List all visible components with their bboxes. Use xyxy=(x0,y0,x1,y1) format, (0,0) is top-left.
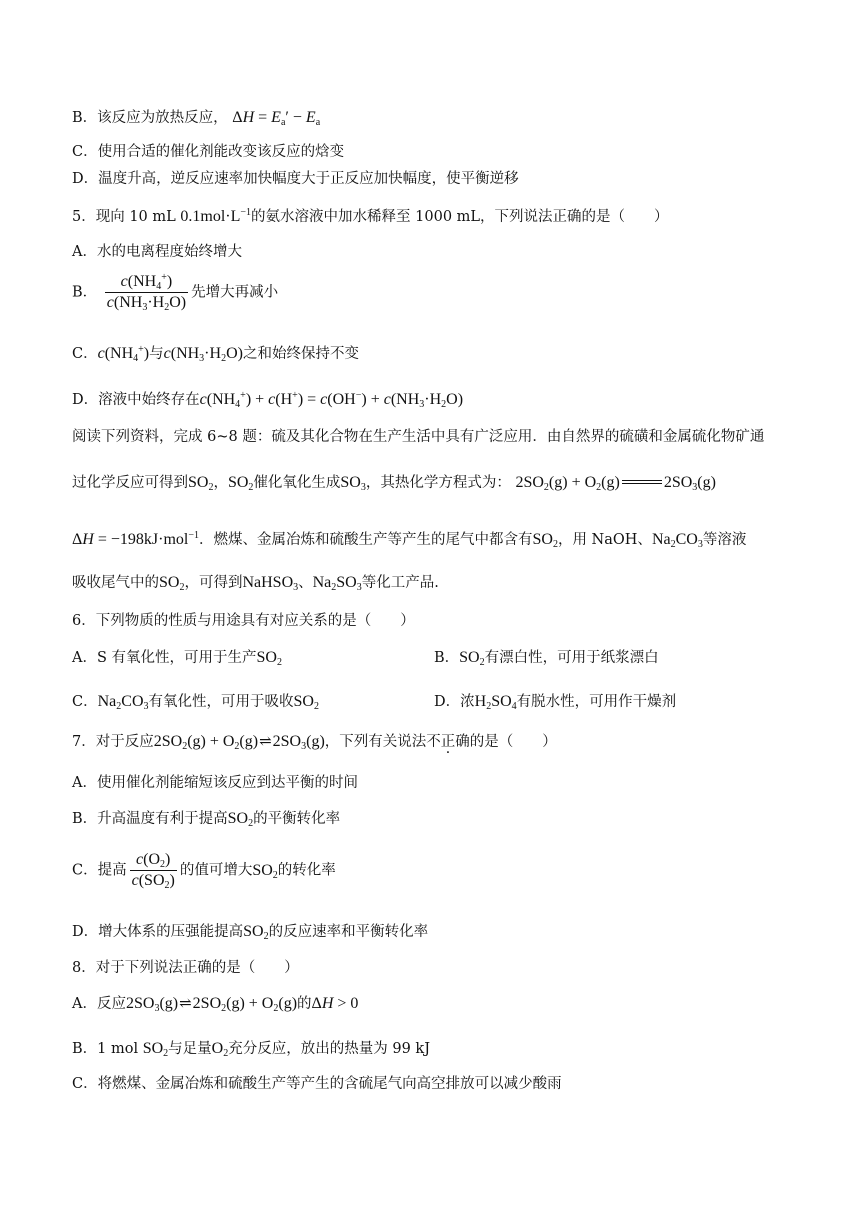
ratio-fraction: $\frac{c(NH_4^+)}{c(NH_3\cdot H_2O)}$ xyxy=(106,272,187,313)
q8-option-a: A．反应$2SO_3(g)\rightleftharpoons 2SO_2(g) + O_2(g)$的ΔH > 0 xyxy=(72,995,359,1014)
reading-line-3: ΔH = −198kJ·mol$^{-1}$．燃煤、金属冶炼和硫酸生产等产生的尾气中都含有$SO_2$，用 NaOH、$Na_2CO_3$等溶液 xyxy=(72,530,747,550)
q6-stem: 6．下列物质的性质与用途具有对应关系的是（ ） xyxy=(72,613,415,629)
q8-stem: 8．对于下列说法正确的是（ ） xyxy=(72,960,299,976)
q6-option-d: D．浓$H_2SO_4$有脱水性，可用作干燥剂 xyxy=(434,693,677,712)
q7-option-c: C．提高 $\frac{c(O_2)}{c(SO_2)}$ 的值可增大$SO_2$的转化率 xyxy=(72,851,336,891)
q5-option-a: A．水的电离程度始终增大 xyxy=(72,244,242,260)
q4-option-d: D．温度升高，逆反应速率加快幅度大于正反应加快幅度，使平衡逆移 xyxy=(72,171,519,187)
q6-option-c: C．$Na_2CO_3$有氧化性，可用于吸收$SO_2$ xyxy=(72,693,319,712)
o2-so2-fraction: $\frac{c(O_2)}{c(SO_2)}$ xyxy=(131,851,175,891)
q7-stem: 7．对于反应$2SO_2(g)$ + $O_2(g)\rightleftharpoons 2SO_3(g)$，下列有关说法不正确的是（ ） xyxy=(72,733,557,752)
reading-line-1: 阅读下列资料，完成 6~8 题：硫及其化合物在生产生活中具有广泛应用．由自然界的硫磺和金属硫化物矿通 xyxy=(72,429,765,445)
q5-option-c: C．$c(NH_4^+)$与$c(NH_3\cdot H_2O)$之和始终保持不变 xyxy=(72,344,359,364)
q5-option-b: B． $\frac{c(NH_4^+)}{c(NH_3\cdot H_2O)}$ 先增大再减小 xyxy=(72,272,279,313)
reading-line-4: 吸收尾气中的$SO_2$，可得到NaHSO$_3$、$Na_2SO_3$等化工产品. xyxy=(72,574,439,593)
emphasis-text: 不正确 xyxy=(426,734,470,750)
q7-option-b: B．升高温度有利于提高$SO_2$的平衡转化率 xyxy=(72,810,341,829)
q5-option-d: D．溶液中始终存在$c(NH_4^+) + c(H^+) = c(OH^-) + c(NH_3\cdot H_2O)$ xyxy=(72,390,464,410)
q7-option-d: D．增大体系的压强能提高$SO_2$的反应速率和平衡转化率 xyxy=(72,923,429,942)
reading-line-2: 过化学反应可得到$SO_2$，$SO_2$催化氧化生成$SO_3$，其热化学方程式为： $2SO_2(g) + O_2(g)$ $2SO_3(g)$ xyxy=(72,474,716,493)
q7-option-a: A．使用催化剂能缩短该反应到达平衡的时间 xyxy=(72,775,358,791)
q6-option-a: A．S 有氧化性，可用于生产$SO_2$ xyxy=(72,649,282,668)
q8-option-c: C．将燃煤、金属冶炼和硫酸生产等产生的含硫尾气向高空排放可以减少酸雨 xyxy=(72,1076,562,1092)
q6-option-b: B．$SO_2$有漂白性，可用于纸浆漂白 xyxy=(434,649,659,668)
q5-stem: 5．现向 10 mL $0.1mol\cdot L^{-1}$的氨水溶液中加水稀释至 1000 mL，下列说法正确的是（ ） xyxy=(72,207,669,225)
q4-option-b: B．该反应为放热反应， $\Delta H = E_a' - E_a$ xyxy=(72,109,321,128)
q8-option-b: B．1 mol $SO_2$与足量$O_2$充分反应，放出的热量为 99 kJ xyxy=(72,1040,431,1059)
q4-option-c: C．使用合适的催化剂能改变该反应的焓变 xyxy=(72,144,345,160)
